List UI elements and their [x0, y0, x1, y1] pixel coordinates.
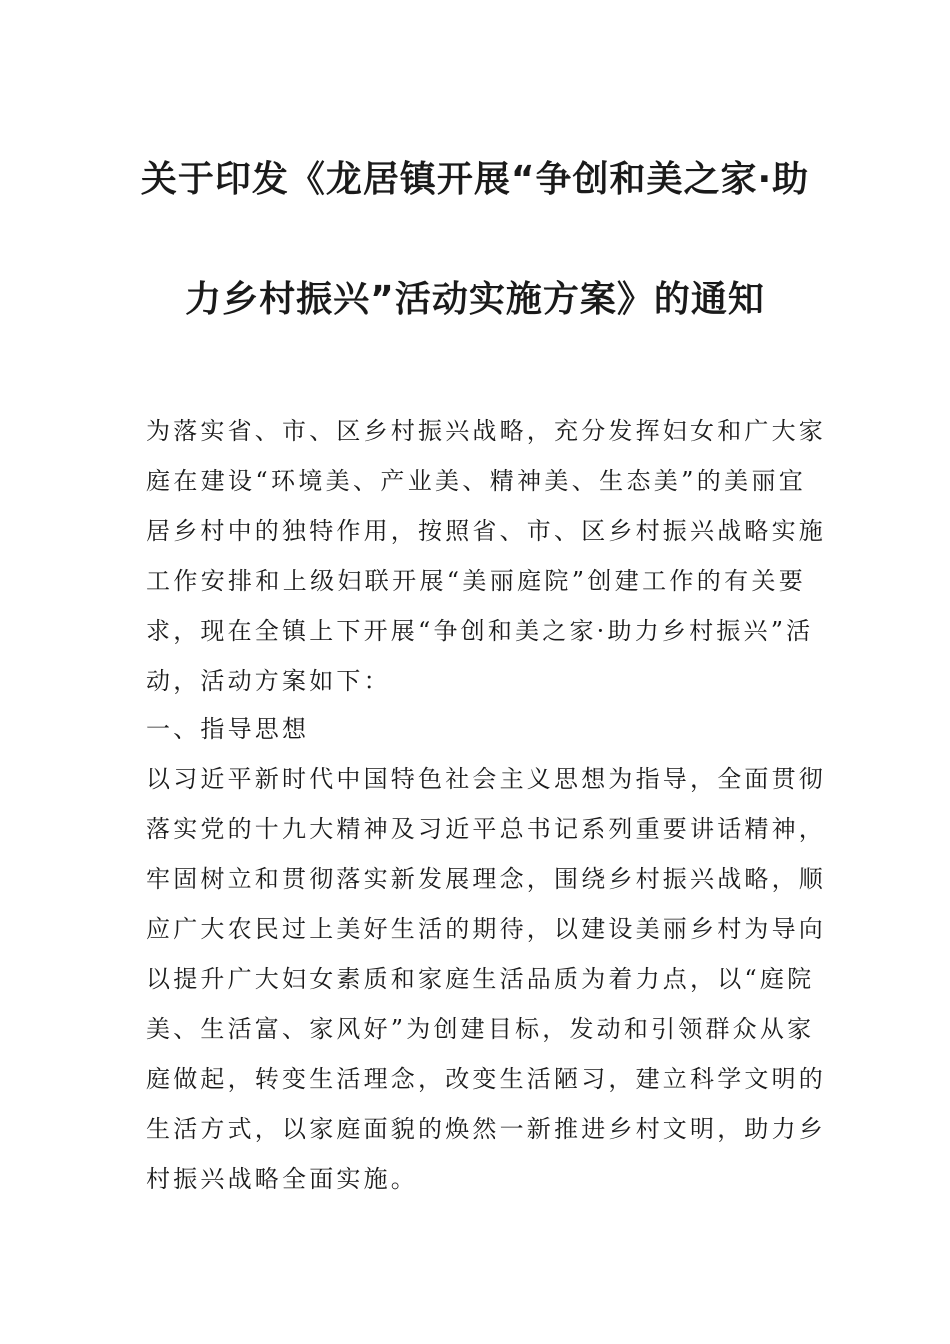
body-line: 居乡村中的独特作用，按照省、市、区乡村振兴战略实施 [146, 517, 826, 545]
body-line: 工作安排和上级妇联开展“美丽庭院”创建工作的有关要 [146, 567, 806, 595]
body-line: 庭在建设“环境美、产业美、精神美、生态美”的美丽宜 [146, 467, 806, 495]
body-line: 应广大农民过上美好生活的期待，以建设美丽乡村为导向 [146, 915, 826, 943]
body-line: 落实党的十九大精神及习近平总书记系列重要讲话精神， [146, 815, 826, 843]
body-line: 美、生活富、家风好”为创建目标，发动和引领群众从家 [146, 1015, 815, 1043]
body-line: 以提升广大妇女素质和家庭生活品质为着力点，以“庭院 [146, 965, 815, 993]
body-line: 庭做起，转变生活理念，改变生活陋习，建立科学文明的 [146, 1065, 826, 1093]
title-line-2: 力乡村振兴”活动实施方案》的通知 [185, 279, 765, 320]
title-line-1: 关于印发《龙居镇开展“争创和美之家·助 [140, 159, 810, 200]
body-line: 以习近平新时代中国特色社会主义思想为指导，全面贯彻 [146, 765, 826, 793]
body-line: 生活方式，以家庭面貌的焕然一新推进乡村文明，助力乡 [146, 1115, 826, 1143]
body-line: 牢固树立和贯彻落实新发展理念，围绕乡村振兴战略，顺 [146, 865, 826, 893]
body-line: 动，活动方案如下： [146, 667, 391, 695]
section-heading: 一、指导思想 [146, 715, 310, 743]
body-line: 为落实省、市、区乡村振兴战略，充分发挥妇女和广大家 [146, 417, 826, 445]
body-line: 村振兴战略全面实施。 [146, 1165, 418, 1193]
body-line: 求，现在全镇上下开展“争创和美之家·助力乡村振兴”活 [146, 617, 814, 645]
